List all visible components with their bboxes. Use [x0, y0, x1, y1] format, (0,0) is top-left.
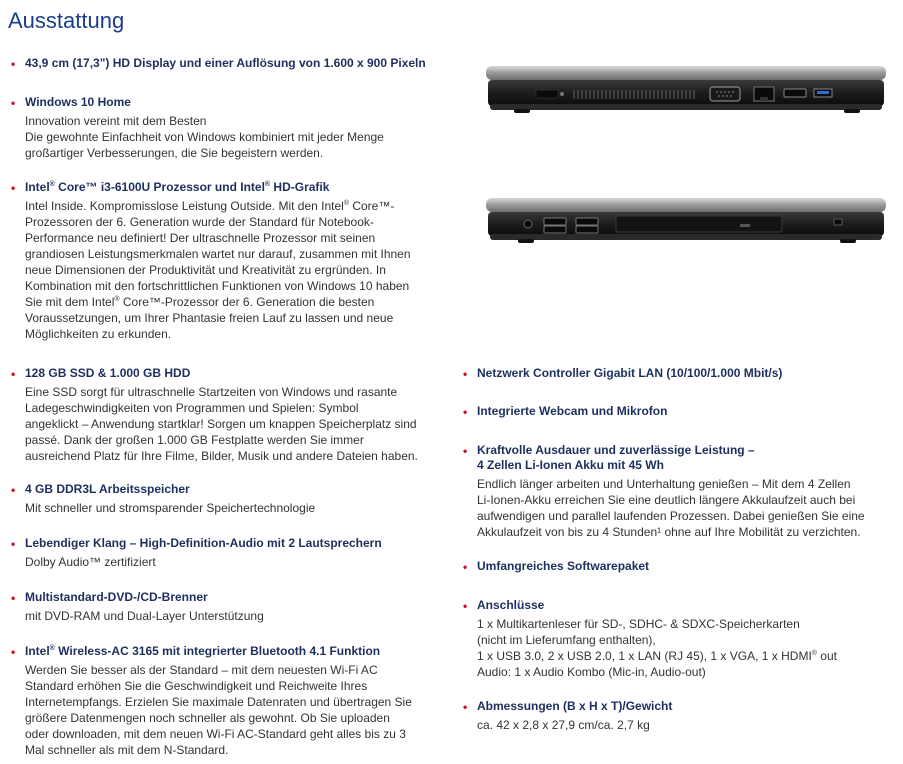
page-title: Ausstattung	[8, 8, 125, 33]
laptop-left-side-ports-image	[484, 62, 890, 122]
bullet-icon: •	[463, 405, 468, 419]
feature-description: Innovation vereint mit dem Besten Die gewohnte Einfachheit von Windows kombiniert mit jeder Menge großartiger Verbesserungen, die Sie begeistern werden.	[25, 114, 384, 160]
feature-description: Werden Sie besser als der Standard – mit dem neuesten Wi-Fi AC Standard erhöhen Sie die Geschwindigkeit und Reichweite Ihres Internetempfangs. Erzielen Sie maximale Datenraten und übertragen Sie größere Datenmengen noch schneller als gewohnt. Ob Sie uploaden oder downloaden, mit dem neuen Wi-Fi AC-Standard geht alles bis zu 3 Mal schneller als mit dem N-Standard.	[25, 663, 412, 757]
feature-description: Dolby Audio™ zertifiziert	[25, 555, 156, 569]
feature-wireless	[8, 644, 428, 758]
feature-description: Mit schneller und stromsparender Speichertechnologie	[25, 501, 316, 515]
bullet-icon: •	[463, 560, 468, 574]
feature-heading: Anschlüsse	[477, 598, 545, 612]
laptop-right-side-ports-image	[484, 194, 890, 250]
feature-heading: Umfangreiches Softwarepaket	[477, 559, 650, 573]
bullet-icon: •	[11, 367, 16, 381]
bullet-icon: •	[11, 591, 16, 605]
feature-heading: 4 GB DDR3L Arbeitsspeicher	[25, 482, 190, 496]
feature-heading: 128 GB SSD & 1.000 GB HDD	[25, 366, 191, 380]
feature-heading: Netzwerk Controller Gigabit LAN (10/100/1.000 Mbit/s)	[477, 366, 783, 380]
bullet-icon: •	[463, 700, 468, 714]
feature-description: ca. 42 x 2,8 x 27,9 cm/ca. 2,7 kg	[477, 718, 650, 732]
feature-heading: Intel® Wireless-AC 3165 mit integrierter Bluetooth 4.1 Funktion	[25, 644, 381, 658]
feature-webcam	[460, 404, 880, 419]
feature-audio	[8, 536, 428, 570]
bullet-icon: •	[463, 599, 468, 613]
bullet-icon: •	[463, 444, 468, 458]
feature-description: Endlich länger arbeiten und Unterhaltung genießen – Mit dem 4 Zellen Li-Ionen-Akku erreichen Sie eine deutlich längere Akkulaufzeit auch bei aufwendigen und parallel laufenden Prozessen. Dabei genießen Sie eine Akkulaufzeit von bis zu 4 Stunden¹ ohne auf Ihre Mobilität zu verzichten.	[477, 477, 865, 539]
feature-storage	[8, 366, 428, 464]
bullet-icon: •	[11, 537, 16, 551]
feature-heading: Intel® Core™ i3-6100U Prozessor und Intel® HD-Grafik	[25, 180, 330, 194]
feature-heading: 43,9 cm (17,3") HD Display und einer Auflösung von 1.600 x 900 Pixeln	[25, 56, 426, 70]
bullet-icon: •	[463, 367, 468, 381]
feature-battery	[460, 443, 900, 540]
feature-heading: Kraftvolle Ausdauer und zuverlässige Leistung – 4 Zellen Li-Ionen Akku mit 45 Wh	[477, 443, 755, 472]
bullet-icon: •	[11, 483, 16, 497]
feature-processor	[8, 180, 428, 342]
feature-memory	[8, 482, 428, 516]
feature-ports	[460, 598, 900, 680]
feature-os	[8, 95, 428, 161]
feature-heading: Integrierte Webcam und Mikrofon	[477, 404, 668, 418]
feature-optical-drive	[8, 590, 428, 624]
bullet-icon: •	[11, 57, 16, 71]
feature-description: Eine SSD sorgt für ultraschnelle Startzeiten von Windows und rasante Ladegeschwindigkeiten von Programmen und Spielen: Symbol angeklickt – Anwendung startklar! Sorgen um knappen Speicherplatz sind passé. Dank der großen 1.000 GB Festplatte werden Sie immer ausreichend Platz für Ihre Filme, Bilder, Musik und andere Dateien haben.	[25, 385, 418, 463]
feature-description: 1 x Multikartenleser für SD-, SDHC- & SDXC-Speicherkarten (nicht im Lieferumfang enthalten), 1 x USB 3.0, 2 x USB 2.0, 1 x LAN (RJ 45), 1 x VGA, 1 x HDMI® out Audio: 1 x Audio Kombo (Mic-in, Audio-out)	[477, 617, 837, 679]
feature-software	[460, 559, 880, 574]
feature-heading: Abmessungen (B x H x T)/Gewicht	[477, 699, 673, 713]
feature-heading: Multistandard-DVD-/CD-Brenner	[25, 590, 208, 604]
bullet-icon: •	[11, 181, 16, 195]
feature-display	[8, 56, 428, 71]
feature-network	[460, 366, 880, 381]
feature-description: mit DVD-RAM und Dual-Layer Unterstützung	[25, 609, 264, 623]
bullet-icon: •	[11, 645, 16, 659]
bullet-icon: •	[11, 96, 16, 110]
feature-dimensions	[460, 699, 880, 733]
feature-heading: Windows 10 Home	[25, 95, 131, 109]
feature-description: Intel Inside. Kompromisslose Leistung Outside. Mit den Intel® Core™- Prozessoren der 6. Generation wurde der Standard für Notebook- Performance neu definiert! Der ultraschnelle Prozessor mit seinen grandiosen Leistungsmerkmalen wartet nur darauf, zusammen mit Ihnen neue Dimensionen der Produktivität und Kreativität zu ergründen. In Kombination mit den fortschrittlichen Funktionen von Windows 10 haben Sie mit dem Intel® Core™-Prozessor der 6. Generation die besten Voraussetzungen, um Ihrer Phantasie freien Lauf zu lassen und neue Möglichkeiten zu erkunden.	[25, 199, 411, 341]
feature-heading: Lebendiger Klang – High-Definition-Audio mit 2 Lautsprechern	[25, 536, 382, 550]
